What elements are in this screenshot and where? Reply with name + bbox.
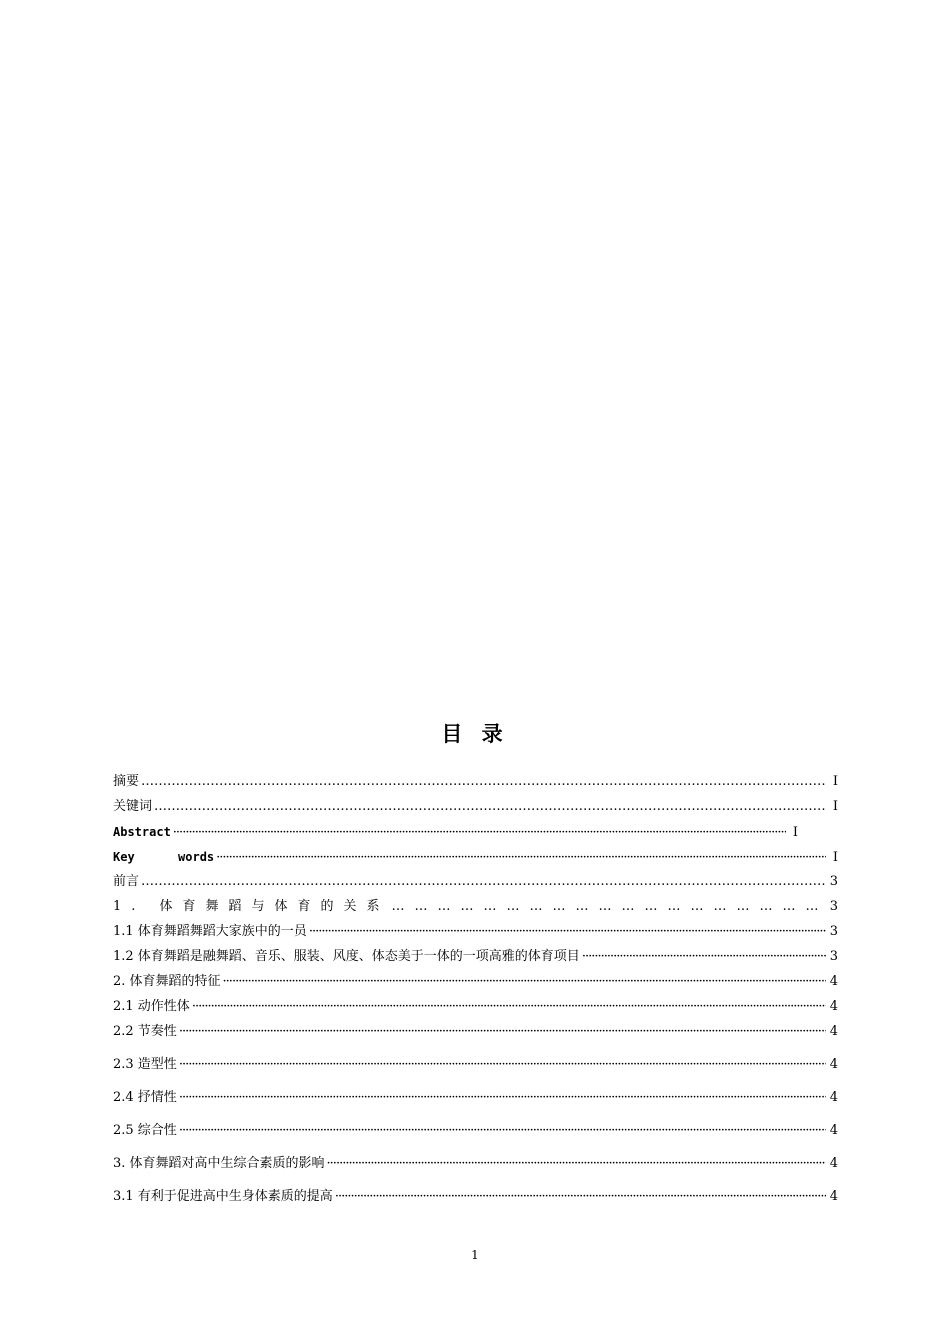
toc-entry-section-1-2[interactable] (113, 947, 838, 967)
toc-entry-label: 2.3 造型性 (113, 1057, 177, 1072)
toc-leader (216, 848, 826, 867)
toc-entry-page: I (832, 774, 838, 789)
toc-entry-section-2-4[interactable] (113, 1088, 838, 1108)
toc-entry-page: 4 (829, 1123, 838, 1138)
toc-leader (154, 797, 826, 817)
toc-entry-section-2-5[interactable] (113, 1121, 838, 1141)
toc-entry-label: 2.1 动作性体 (113, 999, 190, 1014)
toc-leader (179, 1088, 826, 1108)
toc-leader (179, 1055, 826, 1075)
toc-entry-page: I (792, 825, 798, 840)
toc-entry-page: 4 (829, 1156, 838, 1171)
toc-entry-page: 4 (829, 974, 838, 989)
toc-leader (309, 922, 826, 942)
toc-entry-label: Abstract (113, 825, 171, 839)
toc-leader (582, 947, 826, 967)
toc-entry-page: 4 (829, 1057, 838, 1072)
page-number: 1 (471, 1248, 479, 1262)
toc-entry-section-1-1[interactable] (113, 922, 838, 942)
toc-leader (335, 1187, 826, 1207)
toc-entry-keywords-cn[interactable] (113, 797, 838, 817)
toc-entry-abstract-cn[interactable] (113, 772, 838, 792)
toc-entry-label: 前言 (113, 874, 140, 889)
toc-entry-page: 4 (829, 1024, 838, 1039)
toc-entry-page: I (832, 850, 838, 865)
toc-entry-page: 3 (829, 924, 838, 939)
toc-entry-label: 3.1 有利于促进高中生身体素质的提高 (113, 1189, 333, 1204)
toc-title: 目 录 (441, 722, 509, 746)
toc-entry-section-1[interactable] (113, 897, 838, 917)
toc-leader (392, 897, 826, 917)
toc-leader (327, 1154, 826, 1174)
toc-entry-page: I (832, 799, 838, 814)
toc-leader (179, 1022, 826, 1042)
toc-entry-page: 3 (829, 899, 838, 914)
toc-entry-keywords-en[interactable] (113, 847, 838, 867)
toc-leader (173, 823, 786, 842)
toc-leader (192, 997, 826, 1017)
toc-entry-section-3[interactable] (113, 1154, 838, 1174)
toc-entry-section-2-3[interactable] (113, 1055, 838, 1075)
toc-entry-page: 4 (829, 1189, 838, 1204)
toc-entry-section-2[interactable] (113, 972, 838, 992)
toc-entry-label: 1.2 体育舞蹈是融舞蹈、音乐、服装、风度、体态美于一体的一项高雅的体育项目 (113, 949, 580, 964)
toc-entry-label: 关键词 (113, 799, 153, 814)
toc-leader (223, 972, 826, 992)
toc-entry-abstract-en[interactable] (113, 822, 798, 842)
toc-entry-page: 4 (829, 999, 838, 1014)
toc-entry-label: 2. 体育舞蹈的特征 (113, 974, 221, 989)
toc-entry-preface[interactable] (113, 872, 838, 892)
toc-entry-section-2-2[interactable] (113, 1022, 838, 1042)
toc-leader (141, 772, 826, 792)
toc-entry-page: 4 (829, 1090, 838, 1105)
toc-leader (141, 872, 826, 892)
toc-entry-page: 3 (829, 949, 838, 964)
toc-entry-page: 3 (829, 874, 838, 889)
toc-entry-label: 2.4 抒情性 (113, 1090, 177, 1105)
toc-entry-section-3-1[interactable] (113, 1187, 838, 1207)
toc-entry-label: 2.5 综合性 (113, 1123, 177, 1138)
toc-entry-label: 3. 体育舞蹈对高中生综合素质的影响 (113, 1156, 325, 1171)
toc-entry-label: 1. 体育舞蹈与体育的关系 (113, 899, 390, 914)
toc-leader (179, 1121, 826, 1141)
toc-entry-label: 2.2 节奏性 (113, 1024, 177, 1039)
toc-entry-section-2-1[interactable] (113, 997, 838, 1017)
toc-entry-label: 摘要 (113, 774, 140, 789)
toc-entry-label: 1.1 体育舞蹈舞蹈大家族中的一员 (113, 924, 307, 939)
toc-entry-label: Key words (113, 850, 215, 864)
